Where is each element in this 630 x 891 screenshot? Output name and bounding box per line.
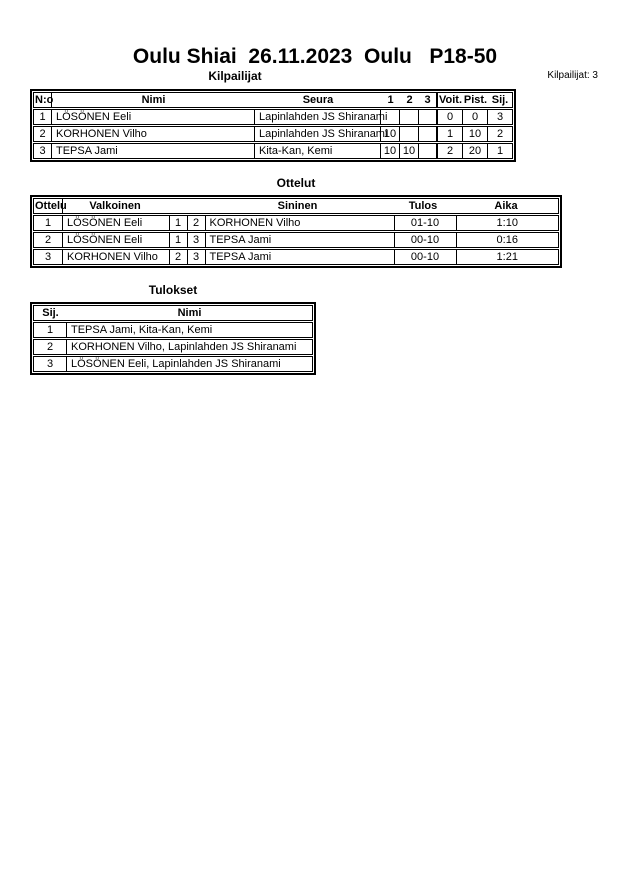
cell-valkoinen: LÖSÖNEN Eeli [63, 233, 170, 247]
matches-table [30, 195, 562, 268]
table-row [33, 215, 559, 231]
header-tulos: Tulos [408, 200, 438, 212]
cell-match3 [419, 110, 438, 124]
table-row [33, 356, 313, 372]
results-section-label: Tulokset [148, 283, 198, 297]
cell-match3 [419, 127, 438, 141]
cell-ottelu: 1 [34, 216, 63, 230]
header-aika: Aika [494, 200, 518, 212]
cell-blue-no: 3 [188, 250, 206, 264]
cell-sij: 1 [496, 145, 504, 157]
cell-valkoinen: KORHONEN Vilho [63, 250, 170, 264]
cell-seura: Kita-Kan, Kemi [255, 144, 381, 158]
header-pist: Pist. [463, 94, 488, 106]
cell-voit: 1 [438, 127, 463, 141]
cell-nimi: TEPSA Jami [52, 144, 255, 158]
matches-table-header [33, 198, 559, 214]
cell-aika: 1:21 [496, 251, 518, 263]
header-sininen: Sininen [277, 200, 318, 212]
header-nimi: Nimi [177, 307, 202, 319]
header-no: N:o [35, 94, 54, 106]
header-spacer [167, 199, 203, 213]
cell-aika: 1:10 [496, 217, 518, 229]
results-table-header [33, 305, 313, 321]
header-match1: 1 [387, 94, 394, 106]
cell-match1: 10 [381, 127, 400, 141]
cell-tulos: 00-10 [395, 250, 457, 264]
table-row [33, 339, 313, 355]
cell-sij: 3 [496, 111, 504, 123]
cell-nimi: LÖSÖNEN Eeli [52, 110, 255, 124]
table-row [33, 232, 559, 248]
cell-voit: 2 [438, 144, 463, 158]
cell-match2 [400, 127, 419, 141]
cell-sij: 1 [34, 323, 67, 337]
cell-blue-no: 3 [188, 233, 206, 247]
cell-match1 [381, 110, 400, 124]
table-row [33, 126, 513, 142]
cell-pist: 0 [463, 110, 488, 124]
cell-ottelu: 3 [34, 250, 63, 264]
cell-pist: 10 [463, 127, 488, 141]
header-valkoinen: Valkoinen [89, 200, 141, 212]
cell-match2 [400, 110, 419, 124]
cell-sininen: TEPSA Jami [206, 250, 395, 264]
header-voit: Voit. [438, 94, 462, 106]
header-seura: Seura [302, 94, 334, 106]
cell-sij: 3 [34, 357, 67, 371]
header-match2: 2 [406, 94, 413, 106]
cell-white-no: 2 [170, 250, 188, 264]
cell-voit: 0 [438, 110, 463, 124]
cell-match1: 10 [381, 144, 400, 158]
cell-sininen: KORHONEN Vilho [206, 216, 395, 230]
competitors-table [30, 89, 516, 162]
header-ottelu: Ottelu [35, 200, 67, 212]
cell-no: 2 [34, 127, 52, 141]
header-sij: Sij. [42, 307, 59, 319]
cell-nimi: LÖSÖNEN Eeli, Lapinlahden JS Shiranami [71, 358, 281, 370]
cell-no: 1 [34, 110, 52, 124]
table-row [33, 109, 513, 125]
header-match3: 3 [419, 93, 438, 107]
cell-match3 [419, 144, 438, 158]
cell-white-no: 1 [170, 233, 188, 247]
cell-tulos: 00-10 [395, 233, 457, 247]
matches-section-label: Ottelut [276, 176, 316, 190]
cell-ottelu: 2 [34, 233, 63, 247]
cell-no: 3 [34, 144, 52, 158]
table-row [33, 143, 513, 159]
table-row [33, 249, 559, 265]
cell-blue-no: 2 [188, 216, 206, 230]
competitors-section-label: Kilpailijat [208, 69, 262, 83]
cell-nimi: TEPSA Jami, Kita-Kan, Kemi [71, 324, 213, 336]
cell-valkoinen: LÖSÖNEN Eeli [63, 216, 170, 230]
cell-seura: Lapinlahden JS Shiranami [255, 110, 381, 124]
cell-white-no: 1 [170, 216, 188, 230]
results-table [30, 302, 316, 375]
cell-sininen: TEPSA Jami [206, 233, 395, 247]
competitors-table-header [33, 92, 513, 108]
header-nimi: Nimi [141, 94, 166, 106]
cell-seura: Lapinlahden JS Shiranami [255, 127, 381, 141]
cell-nimi: KORHONEN Vilho [52, 127, 255, 141]
cell-nimi: KORHONEN Vilho, Lapinlahden JS Shiranami [71, 341, 297, 353]
page-title: Oulu Shiai 26.11.2023 Oulu P18-50 [132, 45, 498, 68]
cell-pist: 20 [463, 144, 488, 158]
cell-aika: 0:16 [496, 234, 518, 246]
cell-sij: 2 [34, 340, 67, 354]
competitors-count: Kilpailijat: 3 [547, 70, 598, 81]
cell-tulos: 01-10 [395, 216, 457, 230]
cell-sij: 2 [496, 128, 504, 140]
cell-match2: 10 [400, 144, 419, 158]
header-sij: Sij. [491, 94, 509, 106]
table-row [33, 322, 313, 338]
